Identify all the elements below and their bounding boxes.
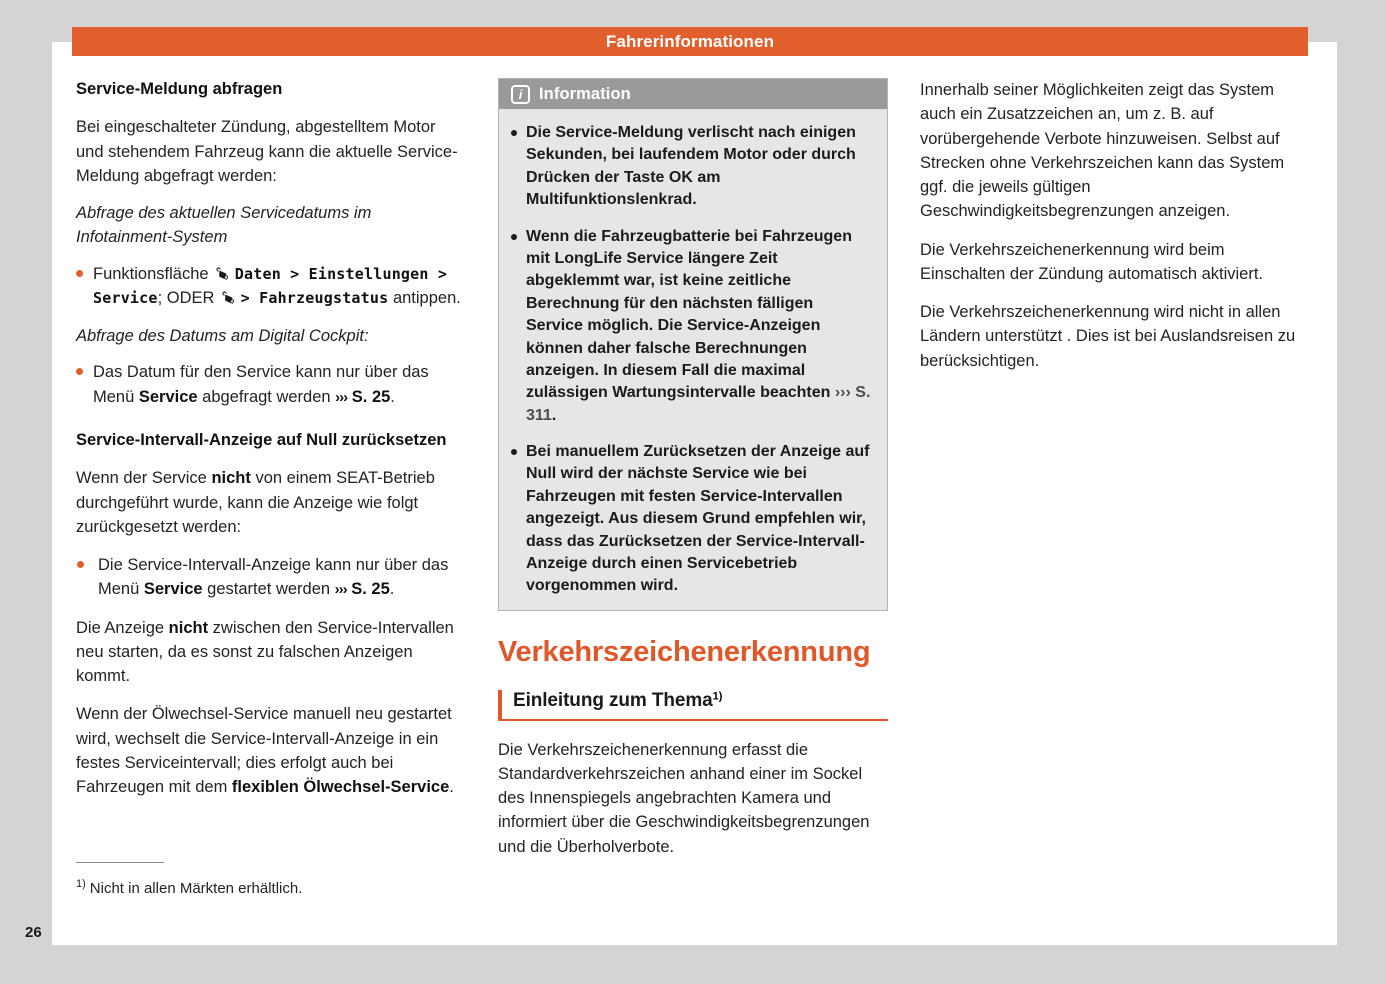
bullet2-menu-name: Service xyxy=(138,387,198,406)
footnote-text xyxy=(76,877,476,899)
info-i-icon: i xyxy=(511,85,530,104)
subsection-heading-label: Einleitung zum Thema xyxy=(513,689,713,711)
bullet3-text-c: gestartet werden xyxy=(202,580,335,599)
paragraph-traffic-sign-intro: Die Verkehrszeichenerkennung erfasst die Standardverkehrszeichen anhand einer im Sockel des Innenspiegels angebrachten Kamera und informiert über die Geschwindigkeitsbegrenzungen und die Überholverbote. xyxy=(498,740,870,856)
bullet3-text-a: Die Service-Intervall-Anzeige kann nur über das Menü xyxy=(98,556,449,599)
information-box-header xyxy=(499,79,887,109)
information-callout-box xyxy=(498,78,888,611)
heading-reset-service-interval: Service-Intervall-Anzeige auf Null zurücksetzen xyxy=(76,430,447,449)
paragraph-do-not-restart xyxy=(76,616,466,689)
menu-path-separator: ; ODER xyxy=(157,289,215,308)
footnote-marker: 1) xyxy=(76,878,86,890)
p2-text-c: von einem SEAT-Betrieb durchgeführt wurde, kann die Anzeige wie folgt zurückgesetzt werden: xyxy=(76,469,435,536)
bullet3-menu-name: Service xyxy=(143,580,203,599)
italic-lead-digital-cockpit: Abfrage des Datums am Digital Cockpit: xyxy=(76,326,369,345)
column-one xyxy=(76,78,466,813)
paragraph-oil-change-service xyxy=(76,702,466,799)
p4-text-a: Wenn der Ölwechsel-Service manuell neu gestartet wird, wechselt die Service-Intervall-Anzeige in ein festes Serviceintervall; dies erfolgt auch bei Fahrzeugen mit dem xyxy=(76,705,452,797)
p3-emph-nicht: nicht xyxy=(168,618,209,637)
xref-arrow-icon: ››› xyxy=(334,581,347,599)
section-title-verkehrszeichenerkennung: Verkehrszeichenerkennung xyxy=(498,635,871,668)
bullet2-tail: . xyxy=(390,387,395,406)
running-header-title: Fahrerinformationen xyxy=(605,31,775,51)
information-box-title: Information xyxy=(539,84,631,103)
heading-service-meldung-abfragen: Service-Meldung abfragen xyxy=(76,80,283,98)
bullet-service-date-menu xyxy=(76,360,466,409)
info-bullet-2 xyxy=(511,226,873,428)
paragraph-supplementary-signs: Innerhalb seiner Möglichkeiten zeigt das System auch ein Zusatzzeichen an, um z. B. auf vorübergehende Verbote hinzuweisen. Selbst auf Strecken ohne Verkehrszeichen kann das System ggf. die jeweils gültigen Geschwindigkeitsbegrenzungen anzeigen. xyxy=(920,81,1285,221)
p4-text-c: . xyxy=(449,778,454,797)
menu-path-secondary[interactable]: > Fahrzeugstatus xyxy=(240,289,389,308)
running-header-bar xyxy=(72,27,1308,56)
information-box-body xyxy=(499,109,887,610)
footnote-marker-ref: 1) xyxy=(712,690,723,703)
bullet-dot-icon xyxy=(76,270,83,277)
footnote-body: Nicht in allen Märkten erhältlich. xyxy=(89,880,303,897)
page-number: 26 xyxy=(25,924,42,941)
info-bullet-2-tail: . xyxy=(551,406,557,424)
info-bullet-1-text: Die Service-Meldung verlischt nach einigen Sekunden, bei laufendem Motor oder durch Drücken der Taste OK am Multifunktionslenkrad. xyxy=(526,124,856,209)
paragraph-auto-activation: Die Verkehrszeichenerkennung wird beim Einschalten der Zündung automatisch aktiviert. xyxy=(920,240,1264,283)
column-three xyxy=(920,78,1310,387)
paragraph-country-support: Die Verkehrszeichenerkennung wird nicht in allen Ländern unterstützt . Dies ist bei Auslandsreisen zu berücksichtigen. xyxy=(920,303,1296,370)
cross-reference-s25[interactable] xyxy=(335,388,390,406)
column-two xyxy=(498,78,888,873)
cross-reference-s25-second[interactable] xyxy=(335,580,390,598)
bullet-start-via-service-menu xyxy=(76,553,466,602)
column-layout xyxy=(76,78,1311,928)
italic-lead-infotainment: Abfrage des aktuellen Servicedatums im Infotainment-System xyxy=(76,204,372,247)
menu-path-tail: antippen. xyxy=(388,289,461,308)
bullet-dot-icon xyxy=(511,234,517,240)
p4-emph-flexible-oil: flexiblen Ölwechsel-Service xyxy=(231,778,450,797)
p2-emph-nicht: nicht xyxy=(211,469,251,488)
touch-hand-icon-secondary xyxy=(220,288,235,303)
bullet-dot-icon xyxy=(76,368,83,375)
bullet-lead-label: Funktionsfläche xyxy=(93,265,209,284)
info-bullet-2-text: Wenn die Fahrzeugbatterie bei Fahrzeugen mit LongLife Service längere Zeit abgeklemmt war, ist keine zeitliche Berechnung für den nächsten fälligen Service möglich. Die Service-Anzeigen können daher falsche Berechnungen anzeigen. In diesem Fall die maximal zulässigen Wartungsintervalle beachten xyxy=(526,227,852,402)
xref-page-label: S. 311 xyxy=(526,384,871,424)
touch-hand-icon xyxy=(214,264,229,279)
info-bullet-3-text: Bei manuellem Zurücksetzen der Anzeige auf Null wird der nächste Service wie bei Fahrzeugen mit festen Service-Intervallen angezeigt. Aus diesem Grund empfehlen wir, dass das Zurücksetzen der Service-Intervall-Anzeige durch einen Servicebetrieb vorgenommen wird. xyxy=(526,443,870,595)
bullet2-text-c: abgefragt werden xyxy=(197,387,336,406)
bullet3-tail: . xyxy=(389,580,395,599)
footnote-separator-rule xyxy=(76,862,164,863)
paragraph-ignition-conditions: Bei eingeschalteter Zündung, abgestelltem Motor und stehendem Fahrzeug kann die aktuelle Service-Meldung abgefragt werden: xyxy=(76,118,458,185)
bullet-dot-icon xyxy=(511,130,517,136)
xref-page-label: S. 25 xyxy=(351,387,391,406)
xref-arrow-icon: ››› xyxy=(335,388,348,406)
p2-text-a: Wenn der Service xyxy=(76,469,212,488)
p3-text-a: Die Anzeige xyxy=(76,618,169,637)
xref-page-label: S. 25 xyxy=(351,580,390,599)
xref-arrow-icon: ››› xyxy=(834,384,851,402)
bullet-infotainment-path xyxy=(76,262,466,311)
info-bullet-1 xyxy=(511,122,873,212)
bullet2-text-a: Das Datum für den Service kann nur über das Menü xyxy=(93,363,429,406)
bullet-dot-icon xyxy=(77,561,84,568)
menu-path-primary[interactable]: Daten > Einstellungen > Service xyxy=(93,265,448,308)
info-bullet-3 xyxy=(511,441,873,598)
p3-text-c: zwischen den Service-Intervallen neu starten, da es sonst zu falschen Anzeigen kommt. xyxy=(76,618,454,686)
paragraph-non-seat-reset xyxy=(76,466,466,539)
footnote-area xyxy=(76,862,476,899)
bullet-dot-icon xyxy=(511,449,517,455)
subsection-heading-einleitung xyxy=(498,690,888,721)
